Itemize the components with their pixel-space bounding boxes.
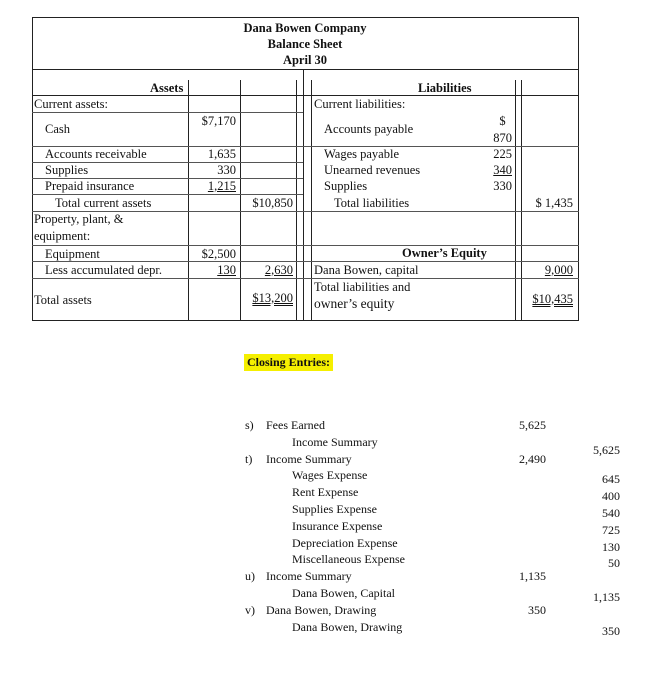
supplies-label: Supplies <box>45 163 89 177</box>
entry-account: Income Summary <box>266 452 352 466</box>
current-assets-label: Current assets: <box>34 97 108 111</box>
liab-supplies-label: Supplies <box>324 179 368 193</box>
liab-supplies-value: 330 <box>493 179 512 193</box>
entry-debit: 2,490 <box>519 452 546 466</box>
col-divider <box>296 80 297 321</box>
total-liabilities-value: $ 1,435 <box>535 196 573 210</box>
wages-payable-value: 225 <box>493 147 512 161</box>
unearned-revenues-value: 340 <box>493 163 512 177</box>
prepaid-label: Prepaid insurance <box>45 179 135 193</box>
entry-credit: 540 <box>602 506 620 520</box>
entry-letter: v) <box>245 603 255 617</box>
current-liabilities-label: Current liabilities: <box>314 97 406 111</box>
total-le-value: $10,435 <box>532 292 573 306</box>
entry-credit: 50 <box>608 556 620 570</box>
total-le-label: Total liabilities and <box>314 280 411 294</box>
total-liabilities-label: Total liabilities <box>334 196 410 210</box>
owners-equity-heading: Owner’s Equity <box>402 246 487 260</box>
ppe-label-cont: equipment: <box>34 229 91 243</box>
entry-debit: 5,625 <box>519 418 546 432</box>
cash-value: $7,170 <box>201 114 236 128</box>
entry-letter: u) <box>245 569 255 583</box>
row-rule <box>32 245 579 246</box>
entry-credit: 350 <box>602 624 620 638</box>
ppe-label: Property, plant, & <box>34 212 124 226</box>
entry-letter: t) <box>245 452 253 466</box>
total-assets-value: $13,200 <box>252 291 293 305</box>
entry-account: Insurance Expense <box>292 519 383 533</box>
equipment-label: Equipment <box>45 247 100 261</box>
entry-account: Dana Bowen, Capital <box>292 586 395 600</box>
entry-account: Rent Expense <box>292 485 359 499</box>
cash-label: Cash <box>45 122 70 136</box>
entry-debit: 1,135 <box>519 569 546 583</box>
entry-letter: s) <box>245 418 254 432</box>
total-current-assets-value: $10,850 <box>252 196 293 210</box>
net-ppe-value: 2,630 <box>264 263 293 277</box>
statement-name: Balance Sheet <box>267 37 343 51</box>
ar-label: Accounts receivable <box>45 147 147 161</box>
closing-entries-heading: Closing Entries: <box>244 354 333 371</box>
balance-sheet-title <box>32 20 578 68</box>
entry-account: Depreciation Expense <box>292 536 398 550</box>
total-le-label-cont: owner’s equity <box>314 296 395 311</box>
ar-value: 1,635 <box>207 147 236 161</box>
entry-credit: 5,625 <box>593 443 620 457</box>
entry-debit: 350 <box>528 603 546 617</box>
entry-credit: 130 <box>602 540 620 554</box>
capital-value: 9,000 <box>544 263 573 277</box>
entry-account: Income Summary <box>292 435 378 449</box>
ap-dollar-sign: $ <box>499 114 506 128</box>
wages-payable-label: Wages payable <box>324 147 399 161</box>
col-divider <box>515 80 516 321</box>
prepaid-value: 1,215 <box>207 179 236 193</box>
entry-account: Dana Bowen, Drawing <box>292 620 403 634</box>
entry-account: Fees Earned <box>266 418 325 432</box>
row-rule <box>32 278 579 279</box>
total-current-assets-label: Total current assets <box>55 196 152 210</box>
row-rule <box>32 194 303 195</box>
entry-account: Supplies Expense <box>292 502 377 516</box>
entry-credit: 645 <box>602 472 620 486</box>
entry-account: Wages Expense <box>292 468 368 482</box>
entry-account: Miscellaneous Expense <box>292 552 405 566</box>
unearned-revenues-label: Unearned revenues <box>324 163 421 177</box>
capital-label: Dana Bowen, capital <box>314 263 419 277</box>
entry-account: Dana Bowen, Drawing <box>266 603 377 617</box>
accum-depr-label: Less accumulated depr. <box>45 263 162 277</box>
company-name: Dana Bowen Company <box>243 21 367 35</box>
entry-credit: 1,135 <box>593 590 620 604</box>
liabilities-heading: Liabilities <box>418 81 472 95</box>
col-divider <box>303 69 304 321</box>
ap-label: Accounts payable <box>324 122 414 136</box>
accum-depr-value: 130 <box>217 263 236 277</box>
supplies-value: 330 <box>217 163 236 177</box>
equipment-value: $2,500 <box>201 247 236 261</box>
entry-account: Income Summary <box>266 569 352 583</box>
ap-value: 870 <box>493 131 512 145</box>
row-rule <box>32 95 579 96</box>
statement-date: April 30 <box>282 53 328 67</box>
entry-credit: 725 <box>602 523 620 537</box>
balance-sheet-table <box>32 69 579 321</box>
row-rule <box>32 261 579 262</box>
total-assets-label: Total assets <box>34 293 92 307</box>
assets-heading: Assets <box>150 81 184 95</box>
entry-credit: 400 <box>602 489 620 503</box>
row-rule <box>32 112 303 113</box>
col-divider <box>311 80 312 321</box>
